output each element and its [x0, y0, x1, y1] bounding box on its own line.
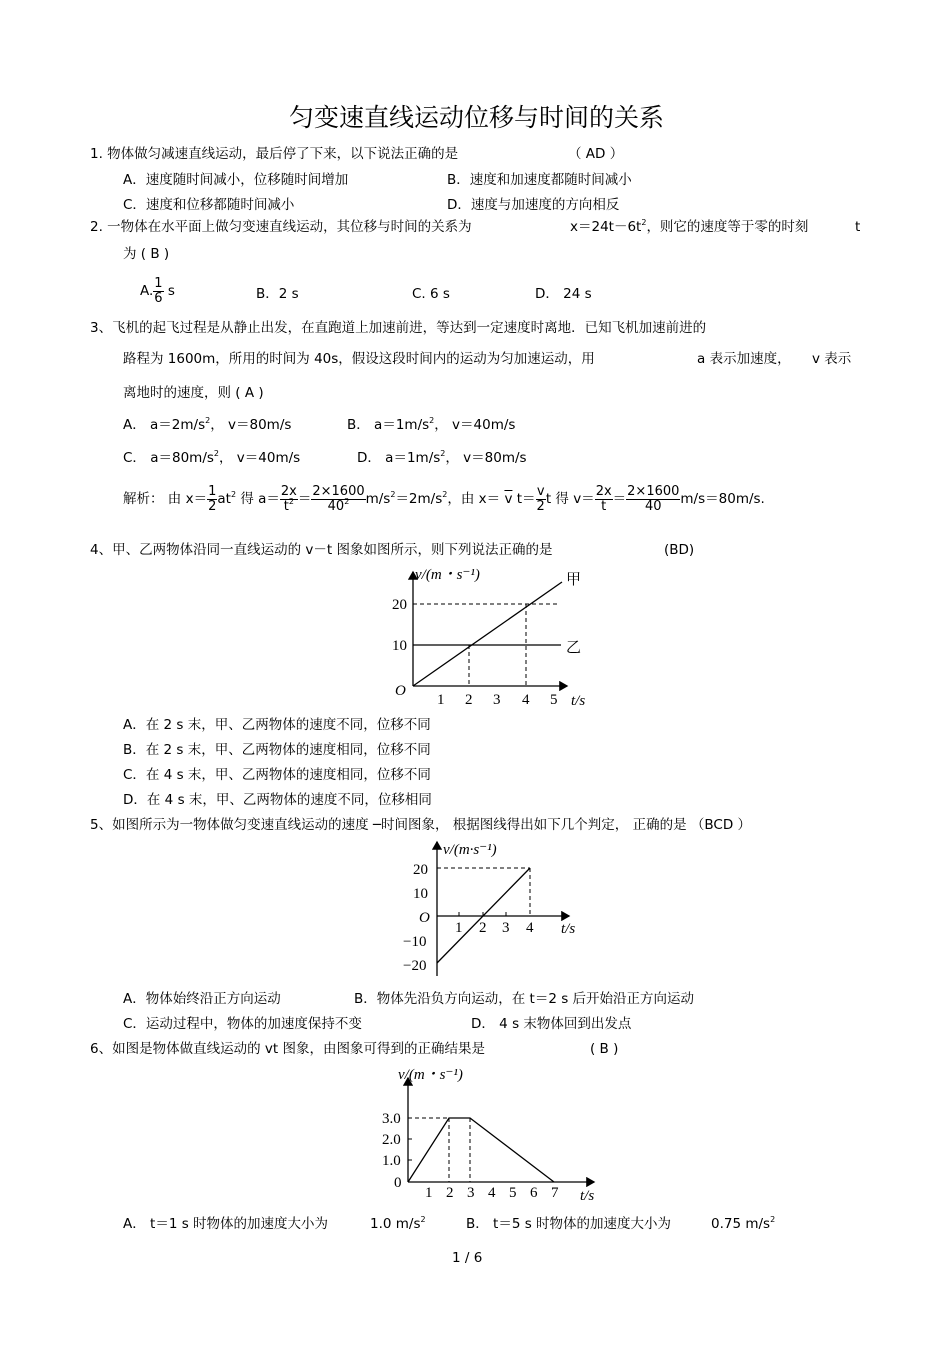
q5-ytick-neg10: −10	[403, 934, 427, 950]
q4-origin: O	[395, 683, 406, 699]
q5-ytick-10: 10	[413, 886, 428, 902]
q6-xtick-1: 1	[425, 1185, 433, 1201]
q4-xlabel: t/s	[571, 693, 586, 709]
q4-xtick-1: 1	[437, 692, 445, 708]
q2-option-d: D． 24 s	[535, 286, 592, 302]
q3-line-3: 离地时的速度，则 ( A )	[123, 385, 264, 401]
page-title: 匀变速直线运动位移与时间的关系	[289, 103, 665, 132]
q2-option-b: B．2 s	[256, 286, 299, 302]
q3-option-c: C． $a=80m/s^2$， v＝40m/s	[123, 449, 301, 466]
q3-line-1: 3、飞机的起飞过程是从静止出发，在直跑道上加速前进，等达到一定速度时离地．已知飞机加速前进的	[90, 320, 707, 336]
q2-formula: $x=24t-6t^2$，则它的速度等于零的时刻	[570, 218, 809, 235]
q1-option-d: D．速度与加速度的方向相反	[447, 197, 620, 213]
q4-xtick-4: 4	[522, 692, 530, 708]
q5-option-d: D． 4 s 末物体回到出发点	[471, 1016, 632, 1032]
q1-stem: 1. 物体做匀减速直线运动，最后停了下来，以下说法正确的是	[90, 146, 459, 162]
q4-stem: 4、甲、乙两物体沿同一直线运动的 v－t 图象如图所示，则下列说法正确的是	[90, 542, 553, 558]
q5-vt-graph	[395, 836, 595, 978]
q5-ylabel: v/(m·s⁻¹)	[443, 842, 497, 858]
fraction-one-sixth: $\frac{1}{6}$	[154, 276, 163, 306]
q4-xtick-3: 3	[493, 692, 501, 708]
q5-ytick-neg20: −20	[403, 958, 427, 974]
q4-xtick-5: 5	[550, 692, 558, 708]
q5-stem: 5、如图所示为一物体做匀变速直线运动的速度 ─时间图象， 根据图线得出如下几个判定， 正确的是 （BCD ）	[90, 817, 752, 833]
q6-answer: ( B )	[590, 1041, 619, 1057]
q4-vt-graph	[385, 562, 600, 712]
q2-stem-2: 为 ( B )	[123, 246, 170, 262]
q6-option-a-value: 1.0 $m/s^2$	[370, 1215, 426, 1232]
q6-ytick-3: 3.0	[382, 1111, 401, 1127]
q4-ytick-10: 10	[392, 638, 407, 654]
q4-option-d: D．在 4 s 末，甲、乙两物体的速度不同，位移相同	[123, 792, 432, 808]
q4-xtick-2: 2	[465, 692, 473, 708]
q6-ytick-2: 2.0	[382, 1132, 401, 1148]
q6-option-b: B． t＝5 s 时物体的加速度大小为	[466, 1216, 672, 1232]
q5-option-c: C．运动过程中，物体的加速度保持不变	[123, 1016, 362, 1032]
q6-xtick-5: 5	[509, 1185, 517, 1201]
q5-xtick-4: 4	[526, 920, 534, 936]
q4-line-jia	[413, 582, 562, 686]
q6-ylabel: v/(m・s⁻¹)	[398, 1067, 463, 1083]
q6-option-a: A． t＝1 s 时物体的加速度大小为	[123, 1216, 329, 1232]
q1-answer: （ AD ）	[568, 146, 624, 162]
q4-label-yi: 乙	[566, 638, 582, 656]
q5-option-b: B．物体先沿负方向运动，在 t＝2 s 后开始沿正方向运动	[354, 991, 695, 1007]
q4-answer: (BD)	[664, 542, 695, 558]
q3-option-b: B． $a=1m/s^2$， v＝40m/s	[347, 416, 516, 433]
q6-origin: 0	[394, 1175, 402, 1191]
q3-solution: 解析： 由 x＝ $\frac{1}{2}$ $at^2$ 得 a＝ $\frac{2x}{t^2}$ ＝ $\frac{2\times 1600}{40^2}$ $m/s^2=2m/s^2$，由 $x= \overline{v}$ t＝ $\frac{v}{2}$ t 得 v＝ $\frac{2x}{t}$ ＝ $\frac{2\times 1600}{40}$ m/s＝80m/s.	[123, 484, 765, 514]
q6-xtick-7: 7	[551, 1185, 559, 1201]
q2-stem: 2. 一物体在水平面上做匀变速直线运动，其位移与时间的关系为	[90, 219, 472, 235]
q4-option-a: A．在 2 s 末，甲、乙两物体的速度不同，位移不同	[123, 717, 431, 733]
q5-xlabel: t/s	[561, 921, 576, 937]
q6-stem: 6、如图是物体做直线运动的 vt 图象，由图象可得到的正确结果是	[90, 1041, 485, 1057]
q6-xtick-3: 3	[467, 1185, 475, 1201]
q6-xtick-4: 4	[488, 1185, 496, 1201]
q6-line	[408, 1118, 554, 1182]
q5-xtick-2: 2	[479, 920, 487, 936]
page-number: 1 / 6	[452, 1250, 483, 1266]
q2-option-c: C. 6 s	[412, 286, 450, 302]
q1-option-b: B．速度和加速度都随时间减小	[447, 172, 632, 188]
q2-stem-t: t	[855, 219, 861, 235]
q3-line-2c: v 表示	[812, 351, 852, 367]
q6-xtick-2: 2	[446, 1185, 454, 1201]
q5-ytick-20: 20	[413, 862, 428, 878]
q5-xtick-3: 3	[502, 920, 510, 936]
q6-option-b-value: 0.75 $m/s^2$	[711, 1215, 776, 1232]
q6-vt-graph	[382, 1064, 604, 1204]
q4-option-b: B．在 2 s 末，甲、乙两物体的速度相同，位移不同	[123, 742, 431, 758]
q3-line-2b: a 表示加速度，	[697, 351, 791, 367]
q6-ytick-1: 1.0	[382, 1153, 401, 1169]
q1-option-a: A．速度随时间减小，位移随时间增加	[123, 172, 349, 188]
q3-line-2: 路程为 1600m，所用的时间为 40s，假设这段时间内的运动为匀加速运动，用	[123, 351, 595, 367]
q3-option-d: D． $a=1m/s^2$， v＝80m/s	[357, 449, 527, 466]
q4-label-jia: 甲	[566, 570, 582, 588]
q6-xlabel: t/s	[580, 1188, 595, 1204]
q6-xtick-6: 6	[530, 1185, 538, 1201]
q3-option-a: A． $a=2m/s^2$， v＝80m/s	[123, 416, 292, 433]
q1-option-c: C．速度和位移都随时间减小	[123, 197, 295, 213]
q5-option-a: A．物体始终沿正方向运动	[123, 991, 281, 1007]
q4-option-c: C．在 4 s 末，甲、乙两物体的速度相同，位移不同	[123, 767, 431, 783]
q4-ylabel: v/(m・s⁻¹)	[415, 567, 480, 583]
q2-option-a: A. $\frac{1}{6}$ s	[140, 276, 175, 306]
q4-ytick-20: 20	[392, 597, 407, 613]
q5-origin: O	[419, 910, 430, 926]
q5-xtick-1: 1	[455, 920, 463, 936]
